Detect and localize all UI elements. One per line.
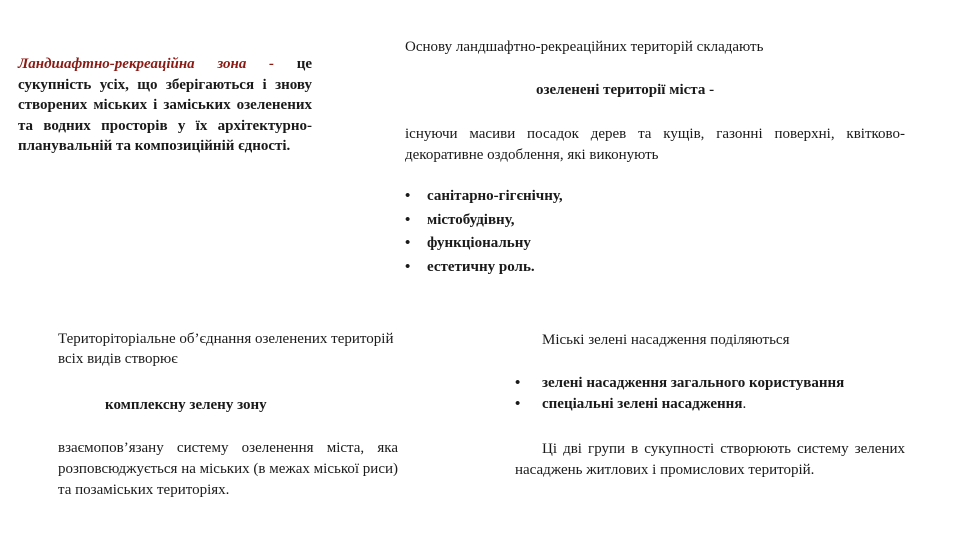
- green-areas-description: існуючи масиви посадок дерев та кущів, газонні поверхні, квітково-декоративне оздоблення, які виконують: [405, 126, 905, 163]
- bullet-icon: •: [515, 375, 521, 391]
- definition-paragraph: [18, 54, 312, 157]
- role-label: містобудівну,: [427, 211, 515, 228]
- role-label: естетичну роль.: [427, 258, 535, 275]
- list-item: [515, 373, 915, 394]
- role-label: санітарно-гігєнічну,: [427, 188, 563, 204]
- list-item: [405, 232, 805, 256]
- group-label: зелені насадження загального користування: [542, 375, 845, 391]
- zone-intro: Територіторіальне об’єднання озеленених територій всіх видів створює: [58, 331, 394, 367]
- plantings-description: Ці дві групи в сукупності створюють систему зелених насаджень житлових і промислових територій.: [515, 441, 905, 478]
- bullet-icon: •: [405, 188, 411, 204]
- group-end-punctuation: .: [742, 396, 747, 412]
- list-item: [405, 256, 805, 280]
- list-item: [405, 209, 805, 233]
- green-areas-heading: озеленені території міста -: [536, 82, 715, 98]
- bullet-icon: •: [405, 258, 411, 275]
- group-label: спеціальні зелені насадження: [542, 396, 743, 412]
- list-item: [515, 394, 915, 415]
- plantings-intro: Міські зелені насадження поділяються: [542, 332, 790, 348]
- bullet-icon: •: [515, 396, 521, 412]
- definition-term: Ландшафтно-рекреаційна зона -: [18, 56, 275, 72]
- role-label: функціональну: [427, 235, 531, 251]
- landscape-intro: Основу ландшафтно-рекреаційних територій складають: [405, 39, 764, 55]
- bullet-icon: •: [405, 211, 411, 228]
- roles-list: [405, 185, 805, 279]
- green-zone-description: взаємопов’язану систему озеленення міста, яка розповсюджується на міських (в межах міської риси) та позаміських територіях.: [58, 440, 398, 498]
- definition-text: це сукупність усіх, що зберігаються і знову створених міських і заміських озеленених та водних просторів у їх архітектурно-планувальній та композиційній єдності.: [18, 56, 312, 154]
- green-zone-heading: комплексну зелену зону: [105, 397, 267, 413]
- plantings-groups-list: [515, 373, 915, 415]
- bullet-icon: •: [405, 235, 411, 251]
- list-item: [405, 185, 805, 209]
